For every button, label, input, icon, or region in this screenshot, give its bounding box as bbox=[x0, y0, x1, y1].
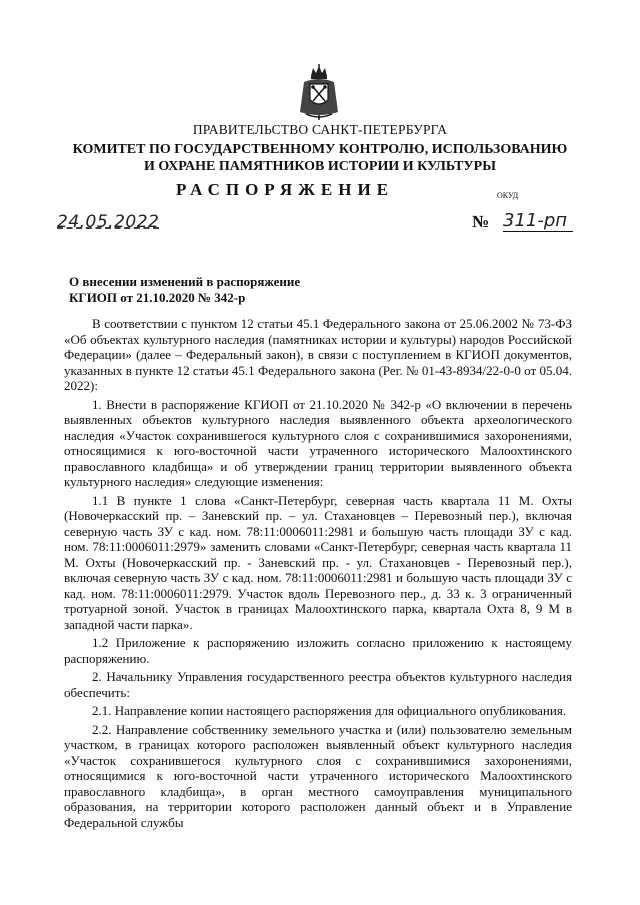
paragraph-2-2: 2.2. Направление собственнику земельного участка и (или) пользователю земельным участком, в границах которого расположен выявленный объект культурного наследия «Участок сохранившегося культурного слоя с сохранившимися захоронениями, относящимися к юго-восточной части утраченного исторического Малоохтинского православного кладбища», в орган местного самоуправления муниципального образования, на территории которого расположен данный объект и в Управление Федеральной службы bbox=[64, 721, 572, 830]
subject-line2: КГИОП от 21.10.2020 № 342-р bbox=[69, 289, 246, 305]
paragraph-2: 2. Начальнику Управления государственного реестра объектов культурного наследия обеспечить: bbox=[64, 669, 572, 700]
paragraph-2-1: 2.1. Направление копии настоящего распоряжения для официального опубликования. bbox=[92, 703, 567, 718]
committee-title-line2: И ОХРАНЕ ПАМЯТНИКОВ ИСТОРИИ И КУЛЬТУРЫ bbox=[144, 159, 496, 174]
document-number: 311-рп bbox=[503, 210, 573, 232]
document-date: 24.05.2022 bbox=[57, 212, 160, 232]
paragraph-preamble: В соответствии с пунктом 12 статьи 45.1 Федерального закона от 25.06.2002 № 73-ФЗ «Об объектах культурного наследия (памятниках истории и культуры) народов Российской Федерации» (далее – Федеральный закон), в связи с поступлением в КГИОП документов, указанных в пункте 12 статьи 45.1 Федерального закона (Рег. № 01-43-8934/22-0-0 от 05.04. 2022): bbox=[64, 316, 572, 393]
document-type-title: РАСПОРЯЖЕНИЕ bbox=[175, 180, 395, 199]
paragraph-1-1: 1.1 В пункте 1 слова «Санкт-Петербург, северная часть квартала 11 М. Охты (Новочеркасский пр. – Заневский пр. – ул. Стахановцев – Перевозный пер.), включая северную часть ЗУ с кад. ном. 78:11:0006011:2981 и большую часть площади ЗУ с кад. ном. 78:11:0006011:2979» заменить словами «Санкт-Петербург, северная часть квартала 11 М. Охты (Новочеркасский пр. - Заневский пр. - ул. Стахановцев - Перевозный пер.), включая северную часть ЗУ с кад. ном. 78:11:0006011:2981 и большую часть площади ЗУ с кад. ном. 78:11:0006011:2979. Участок вдоль Перевозного пер., д. 33 к. 3 ограниченный тротуарной зоной. Участок в границах Малоохтинского парка, квартала Охта 8, 9 М в западной части парка». bbox=[64, 492, 572, 632]
document-subject bbox=[69, 274, 300, 305]
document-number-prefix: № bbox=[472, 212, 490, 231]
okud-label: ОКУД bbox=[497, 191, 519, 200]
committee-title-line1: КОМИТЕТ ПО ГОСУДАРСТВЕННОМУ КОНТРОЛЮ, ИСПОЛЬЗОВАНИЮ bbox=[72, 142, 568, 157]
government-title: ПРАВИТЕЛЬСТВО САНКТ-ПЕТЕРБУРГА bbox=[192, 122, 448, 137]
paragraph-1: 1. Внести в распоряжение КГИОП от 21.10.2020 № 342-р «О включении в перечень выявленных объектов культурного наследия выявленного объекта археологического наследия «Участок сохранившегося культурного слоя с сохранившимися захоронениями, относящимися к юго-восточной части утраченного исторического Малоохтинского православного кладбища» и об утверждении границ территории выявленного объекта культурного наследия» следующие изменения: bbox=[64, 396, 572, 489]
coat-of-arms-icon bbox=[296, 62, 342, 122]
subject-line1: О внесении изменений в распоряжение bbox=[69, 274, 301, 289]
committee-title bbox=[0, 141, 640, 175]
document-body bbox=[64, 316, 572, 830]
paragraph-1-2: 1.2 Приложение к распоряжению изложить согласно приложению к настоящему распоряжению. bbox=[64, 635, 572, 666]
